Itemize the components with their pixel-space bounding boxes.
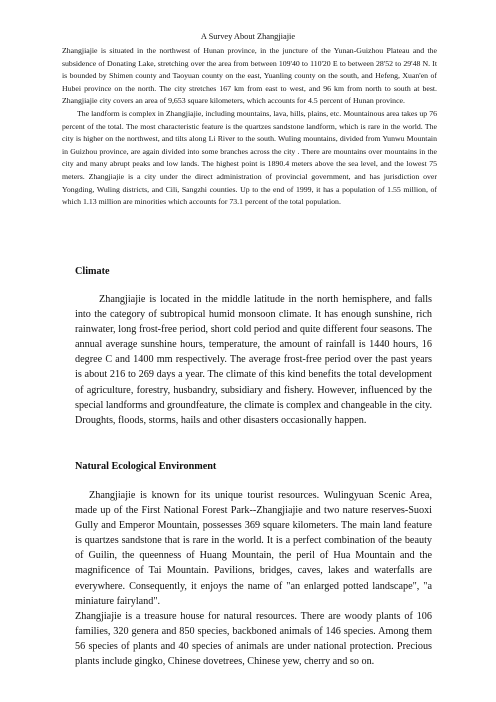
section-heading-climate: Climate [75, 266, 110, 277]
section-body-climate [75, 292, 432, 428]
climate-paragraph-1: Zhangjiajie is located in the middle latitude in the north hemisphere, and falls into the category of subtropical humid monsoon climate. It has enough sunshine, rich rainwater, long frost-free period, short cold period and quite different four seasons. The annual average sunshine hours, temperature, the amount of rainfall is 1440 hours, 16 degree C and 1400 mm respectively. The average frost-free period over the past years is about 216 to 269 days a year. The climate of this kind benefits the total development of agriculture, forestry, husbandry, subsidiary and fishery. However, influenced by the special landforms and groundfeature, the climate is complex and changeable in the city. Droughts, floods, storms, hails and other disasters occasionally happen. [75, 294, 432, 426]
environment-paragraph-2: Zhangjiajie is a treasure house for natural resources. There are woody plants of 106 families, 320 genera and 850 species, backboned animals of 146 species. Among them 56 species of plants and 40 species of animals are under national protection. Precious plants include gingko, Chinese dovetrees, Chinese yew, cherry and so on. [75, 610, 432, 668]
intro-text [62, 45, 437, 209]
intro-paragraph-1: Zhangjiajie is situated in the northwest of Hunan province, in the juncture of the Yunan-Guizhou Plateau and the subsidence of Donating Lake, stretching over the area from between 109'40 to 110'20 E to between 28'52 to 29'48 N. It is bounded by Shimen county and Taoyuan county on the east, Yuanling county on the south, and Hefeng, Xuan'en of Hubei province on the north. The city stretches 167 km from east to west, and 96 km from north to south at best. Zhangjiajie city covers an area of 9,653 square kilometers, which accounts for 4.5 percent of Hunan province. [62, 46, 437, 106]
document-title: A Survey About Zhangjiajie [200, 32, 296, 41]
section-body-environment [75, 488, 432, 669]
environment-paragraph-1: Zhangjiajie is known for its unique tourist resources. Wulingyuan Scenic Area, made up of the First National Forest Park--Zhangjiajie and two nature reserves-Suoxi Gully and Emperor Mountain, possesses 369 square kilometers. The main land feature is quartzes sandstone that is rare in the world. It is a perfect combination of the beauty of Guilin, the queenness of Huang Mountain, the peril of Hua Mountain and the magnificence of Tai Mountain. Pavilions, bridges, caves, lakes and waterfalls are everywhere. Consequently, it enjoys the name of "an enlarged potted landscape", "a miniature fairyland". [75, 490, 432, 607]
section-heading-environment: Natural Ecological Environment [75, 461, 217, 472]
intro-paragraph-2: The landform is complex in Zhangjiajie, including mountains, lava, hills, plains, etc. Mountainous area takes up 76 percent of the total. The most characteristic feature is the quartzes sandstone landform, which is rare in the world. The city is higher on the northwest, and tilts along Li River to the south. Wuling mountains, divided from Yunwu Mountain in Guizhou province, are again divided into some branches across the city . There are mountains over mountains in the city and many abrupt peaks and low lands. The highest point is 1890.4 meters above the sea level, and the lowest 75 meters. Zhangjiajie is a city under the direct administration of provincial government, and has jurisdiction over Yongding, Wuling districts, and Cili, Sangzhi counties. Up to the end of 1999, it has a population of 1.55 million, of which 1.13 million are minorities which accounts for 73.1 percent of the total population. [62, 108, 437, 207]
